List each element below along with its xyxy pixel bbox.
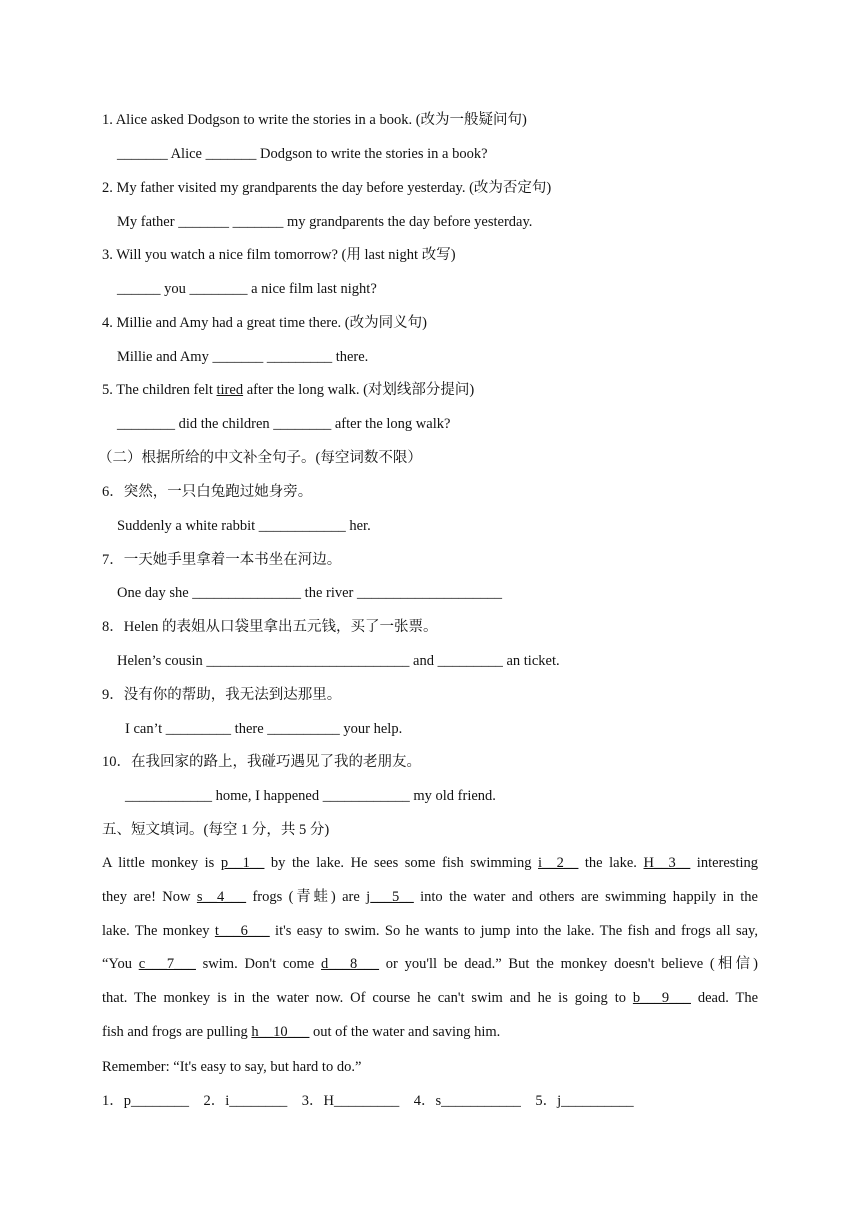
answer-line-1: _______ Alice _______ Dodgson to write the stories in a book? — [117, 146, 488, 162]
answer-line-6: Suddenly a white rabbit ____________ her. — [117, 518, 371, 534]
passage-line: “You c___7___ swim. Don't come d___8___ or you'll be dead.” But the monkey doesn't believe (相信) — [102, 956, 758, 973]
answer-blanks-row: 1．p________ 2．i________ 3．H_________ 4．s___________ 5．j__________ — [102, 1093, 634, 1109]
blank-3: H__3__ — [643, 855, 691, 871]
blank-2: i__2__ — [538, 855, 579, 871]
answer-line-9: I can’t _________ there __________ your help. — [125, 721, 403, 737]
question-6: 6．突然，一只白兔跑过她身旁。 — [102, 484, 313, 500]
passage-line: fish and frogs are pulling h__10___ out of the water and saving him. — [102, 1023, 501, 1040]
passage-line: that. The monkey is in the water now. Of course he can't swim and he is going to b___9___ dead. The — [102, 990, 759, 1007]
question-5: 5. The children felt tired after the long walk. (对划线部分提问) — [102, 382, 475, 398]
blank-10: h__10___ — [251, 1023, 310, 1040]
question-10: 10．在我回家的路上，我碰巧遇见了我的老朋友。 — [102, 754, 421, 770]
blank-4: s__4___ — [196, 888, 247, 905]
blank-9: b___9___ — [632, 990, 691, 1007]
blank-6: t___6___ — [214, 922, 270, 939]
blank-7: c___7___ — [138, 956, 196, 973]
passage-line: they are! Now s__4___ frogs (青蛙) are j___5__ into the water and others are swimming happily in the — [102, 888, 758, 905]
answer-line-5: ________ did the children ________ after the long walk? — [117, 416, 451, 432]
answer-line-3: ______ you ________ a nice film last night? — [117, 281, 377, 297]
section-2-heading: （二）根据所给的中文补全句子。(每空词数不限） — [98, 450, 422, 466]
question-2: 2. My father visited my grandparents the day before yesterday. (改为否定句) — [102, 180, 552, 196]
section-5-heading: 五、短文填词。(每空 1 分，共 5 分) — [102, 822, 330, 838]
answer-line-10: ____________ home, I happened ____________ my old friend. — [125, 788, 496, 804]
question-1: 1. Alice asked Dodgson to write the stories in a book. (改为一般疑问句) — [102, 112, 527, 128]
answer-line-8: Helen’s cousin ____________________________ and _________ an ticket. — [117, 653, 560, 669]
answer-line-4: Millie and Amy _______ _________ there. — [117, 349, 369, 365]
remember-line: Remember: “It's easy to say, but hard to do.” — [102, 1059, 362, 1075]
question-9: 9．没有你的帮助，我无法到达那里。 — [102, 687, 342, 703]
question-7: 7．一天她手里拿着一本书坐在河边。 — [102, 552, 342, 568]
blank-8: d___8___ — [321, 956, 379, 973]
blank-5: j___5__ — [366, 888, 414, 905]
question-3: 3. Will you watch a nice film tomorrow? (用 last night 改写) — [102, 247, 456, 263]
question-8: 8．Helen 的表姐从口袋里拿出五元钱，买了一张票。 — [102, 619, 438, 635]
underlined-word: tired — [216, 382, 244, 398]
answer-line-2: My father _______ _______ my grandparents the day before yesterday. — [117, 214, 533, 230]
blank-1: p__1__ — [220, 855, 265, 871]
passage-line: A little monkey is p__1__ by the lake. He sees some fish swimming i__2__ the lake. H__3__ interesting — [102, 855, 758, 871]
answer-line-7: One day she _______________ the river ____________________ — [117, 585, 503, 601]
question-4: 4. Millie and Amy had a great time there. (改为同义句) — [102, 315, 427, 331]
cloze-passage — [102, 847, 758, 1050]
passage-line: lake. The monkey t___6___ it's easy to swim. So he wants to jump into the lake. The fish and frogs all say, — [102, 922, 758, 939]
